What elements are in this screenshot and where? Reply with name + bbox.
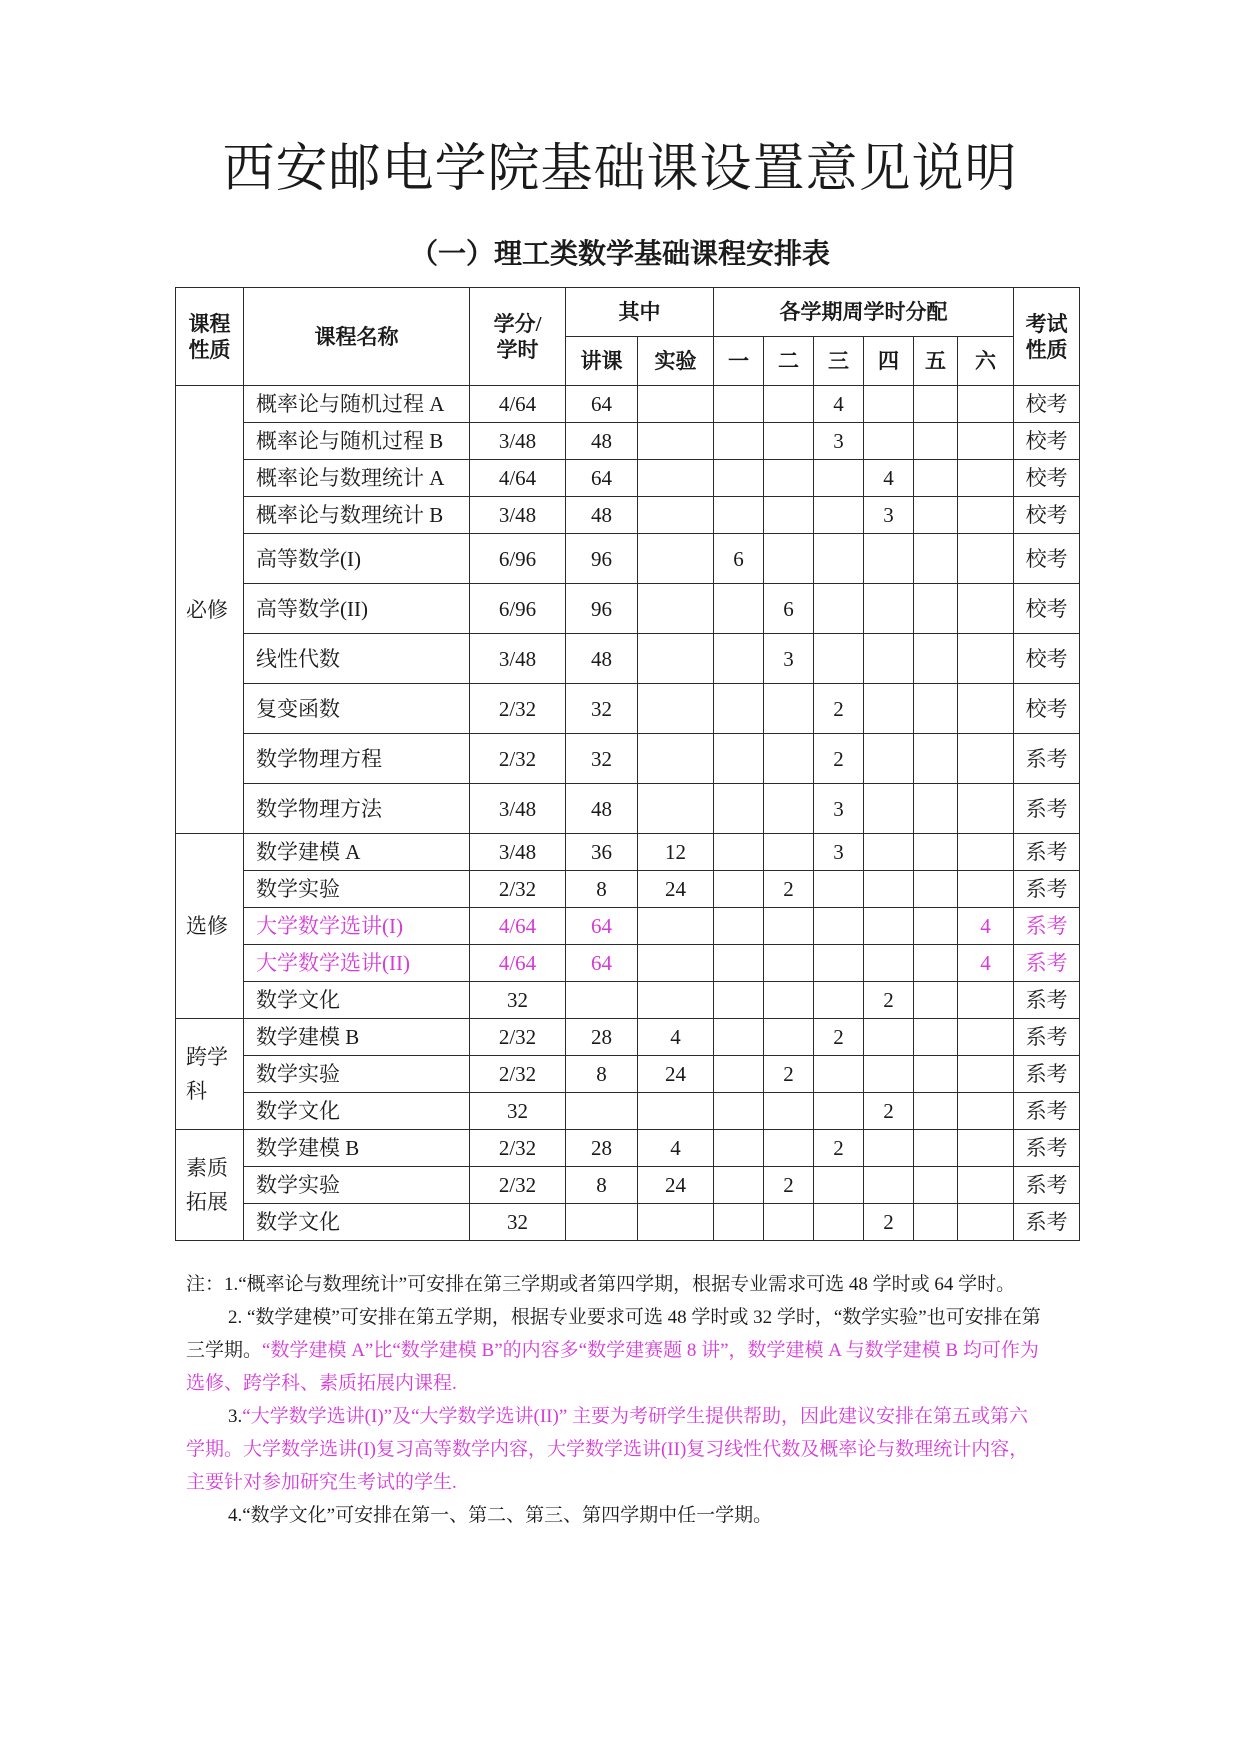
semester-2-hours-cell (764, 534, 814, 584)
credits-cell: 2/32 (470, 1019, 566, 1056)
semester-3-hours-cell (814, 497, 864, 534)
category-label-line: 拓展 (186, 1190, 228, 1214)
exam-type-cell: 校考 (1014, 684, 1080, 734)
lab-hours-cell (638, 460, 714, 497)
header-semester-5: 五 (914, 337, 958, 386)
semester-5-hours-cell (914, 460, 958, 497)
table-row (176, 908, 1080, 945)
semester-4-hours-cell (864, 1167, 914, 1204)
semester-5-hours-cell (914, 634, 958, 684)
lab-hours-cell (638, 534, 714, 584)
credits-cell: 3/48 (470, 634, 566, 684)
semester-5-hours-cell (914, 945, 958, 982)
header-semester-2: 二 (764, 337, 814, 386)
semester-6-hours-cell (958, 1019, 1014, 1056)
course-name-cell: 数学物理方程 (244, 734, 470, 784)
semester-6-hours-cell (958, 460, 1014, 497)
semester-1-hours-cell (714, 634, 764, 684)
note-text-segment: 2. “数学建模”可安排在第五学期，根据专业要求可选 48 学时或 32 学时，“数学实验”也可安排在第三学期。 (186, 1307, 1041, 1361)
semester-1-hours-cell (714, 871, 764, 908)
category-label-line: 选修 (186, 914, 228, 938)
note-item-2 (186, 1301, 1046, 1400)
credits-cell: 3/48 (470, 423, 566, 460)
table-body (176, 386, 1080, 1241)
note-text-segment: 4.“数学文化”可安排在第一、第二、第三、第四学期中任一学期。 (228, 1505, 773, 1526)
lecture-hours-cell: 48 (566, 634, 638, 684)
note-item-4 (186, 1499, 1046, 1532)
semester-1-hours-cell (714, 584, 764, 634)
header-course-name: 课程名称 (244, 288, 470, 386)
semester-2-hours-cell (764, 1204, 814, 1241)
header-category (176, 288, 244, 386)
table-row (176, 1204, 1080, 1241)
semester-3-hours-cell (814, 460, 864, 497)
semester-4-hours-cell (864, 1130, 914, 1167)
semester-3-hours-cell (814, 871, 864, 908)
exam-type-cell: 系考 (1014, 1167, 1080, 1204)
semester-1-hours-cell (714, 1130, 764, 1167)
semester-6-hours-cell (958, 784, 1014, 834)
lab-hours-cell (638, 1204, 714, 1241)
semester-3-hours-cell: 2 (814, 1130, 864, 1167)
semester-4-hours-cell (864, 908, 914, 945)
semester-1-hours-cell (714, 1093, 764, 1130)
semester-4-hours-cell (864, 784, 914, 834)
exam-type-cell: 校考 (1014, 634, 1080, 684)
table-row (176, 945, 1080, 982)
lab-hours-cell (638, 386, 714, 423)
lecture-hours-cell: 8 (566, 871, 638, 908)
semester-5-hours-cell (914, 497, 958, 534)
semester-4-hours-cell (864, 386, 914, 423)
credits-cell: 2/32 (470, 871, 566, 908)
course-name-cell: 数学实验 (244, 1056, 470, 1093)
semester-1-hours-cell (714, 834, 764, 871)
course-name-cell: 数学建模 A (244, 834, 470, 871)
semester-6-hours-cell (958, 386, 1014, 423)
semester-6-hours-cell (958, 684, 1014, 734)
header-semester-1: 一 (714, 337, 764, 386)
lab-hours-cell (638, 423, 714, 460)
semester-3-hours-cell: 2 (814, 1019, 864, 1056)
note-item-3 (186, 1400, 1046, 1499)
lecture-hours-cell: 48 (566, 423, 638, 460)
semester-2-hours-cell (764, 834, 814, 871)
semester-2-hours-cell (764, 982, 814, 1019)
table-row (176, 534, 1080, 584)
semester-1-hours-cell (714, 1167, 764, 1204)
lab-hours-cell (638, 945, 714, 982)
table-row (176, 460, 1080, 497)
semester-2-hours-cell (764, 460, 814, 497)
lecture-hours-cell: 48 (566, 784, 638, 834)
semester-6-hours-cell: 4 (958, 945, 1014, 982)
credits-cell: 4/64 (470, 386, 566, 423)
table-row (176, 871, 1080, 908)
table-header (176, 288, 1080, 386)
category-cell (176, 1130, 244, 1241)
course-name-cell: 概率论与数理统计 A (244, 460, 470, 497)
semester-3-hours-cell: 3 (814, 834, 864, 871)
semester-4-hours-cell (864, 834, 914, 871)
header-exam-line2: 性质 (1025, 337, 1068, 362)
table-row (176, 734, 1080, 784)
course-name-cell: 数学建模 B (244, 1130, 470, 1167)
semester-2-hours-cell (764, 497, 814, 534)
header-semester-3: 三 (814, 337, 864, 386)
lab-hours-cell (638, 734, 714, 784)
header-credits-line1: 学分/ (493, 311, 542, 336)
exam-type-cell: 系考 (1014, 1204, 1080, 1241)
header-exam-type (1014, 288, 1080, 386)
semester-6-hours-cell (958, 734, 1014, 784)
semester-3-hours-cell (814, 634, 864, 684)
semester-3-hours-cell (814, 945, 864, 982)
lecture-hours-cell: 8 (566, 1167, 638, 1204)
course-name-cell: 数学文化 (244, 1204, 470, 1241)
header-lab: 实验 (638, 337, 714, 386)
semester-4-hours-cell (864, 684, 914, 734)
credits-cell: 2/32 (470, 1130, 566, 1167)
credits-cell: 2/32 (470, 1056, 566, 1093)
semester-3-hours-cell (814, 1167, 864, 1204)
category-label-line: 必修 (186, 597, 228, 622)
header-of-which: 其中 (566, 288, 714, 337)
exam-type-cell: 校考 (1014, 460, 1080, 497)
semester-3-hours-cell (814, 1093, 864, 1130)
header-category-line2: 性质 (188, 337, 231, 362)
semester-5-hours-cell (914, 684, 958, 734)
semester-2-hours-cell: 3 (764, 634, 814, 684)
header-credits-line2: 学时 (496, 337, 539, 362)
semester-4-hours-cell (864, 734, 914, 784)
semester-6-hours-cell (958, 584, 1014, 634)
lab-hours-cell (638, 497, 714, 534)
semester-3-hours-cell: 3 (814, 784, 864, 834)
note-text-segment: “大学数学选讲(I)”及“大学数学选讲(II)” 主要为考研学生提供帮助，因此建议安排在第五或第六学期。大学数学选讲(I)复习高等数学内容，大学数学选讲(II)复习线性代数及概率论与数理统计内容，主要针对参加研究生考试的学生. (186, 1406, 1029, 1493)
semester-5-hours-cell (914, 1093, 958, 1130)
semester-6-hours-cell (958, 834, 1014, 871)
table-row (176, 684, 1080, 734)
semester-5-hours-cell (914, 386, 958, 423)
semester-5-hours-cell (914, 834, 958, 871)
lecture-hours-cell (566, 1204, 638, 1241)
semester-2-hours-cell (764, 784, 814, 834)
course-name-cell: 数学文化 (244, 982, 470, 1019)
table-row (176, 834, 1080, 871)
lab-hours-cell (638, 784, 714, 834)
exam-type-cell: 校考 (1014, 423, 1080, 460)
course-name-cell: 高等数学(II) (244, 584, 470, 634)
course-name-cell: 高等数学(I) (244, 534, 470, 584)
semester-2-hours-cell (764, 1019, 814, 1056)
course-name-cell: 数学建模 B (244, 1019, 470, 1056)
semester-3-hours-cell (814, 534, 864, 584)
header-semester-6: 六 (958, 337, 1014, 386)
semester-3-hours-cell (814, 1056, 864, 1093)
semester-5-hours-cell (914, 871, 958, 908)
table-row (176, 386, 1080, 423)
lab-hours-cell (638, 584, 714, 634)
lab-hours-cell: 24 (638, 1056, 714, 1093)
semester-2-hours-cell (764, 908, 814, 945)
credits-cell: 2/32 (470, 1167, 566, 1204)
semester-2-hours-cell (764, 945, 814, 982)
exam-type-cell: 系考 (1014, 945, 1080, 982)
semester-4-hours-cell: 2 (864, 982, 914, 1019)
semester-5-hours-cell (914, 908, 958, 945)
header-lecture: 讲课 (566, 337, 638, 386)
table-row (176, 1019, 1080, 1056)
course-name-cell: 数学实验 (244, 871, 470, 908)
lab-hours-cell: 12 (638, 834, 714, 871)
credits-cell: 3/48 (470, 834, 566, 871)
course-name-cell: 概率论与随机过程 A (244, 386, 470, 423)
semester-2-hours-cell: 2 (764, 1056, 814, 1093)
table-row (176, 1056, 1080, 1093)
semester-3-hours-cell: 4 (814, 386, 864, 423)
category-label-line: 跨学 (186, 1045, 228, 1069)
lecture-hours-cell: 64 (566, 386, 638, 423)
lab-hours-cell: 4 (638, 1130, 714, 1167)
semester-5-hours-cell (914, 784, 958, 834)
semester-4-hours-cell (864, 423, 914, 460)
header-semester-distribution: 各学期周学时分配 (714, 288, 1014, 337)
semester-1-hours-cell (714, 497, 764, 534)
semester-5-hours-cell (914, 1019, 958, 1056)
lab-hours-cell (638, 982, 714, 1019)
table-row (176, 784, 1080, 834)
course-name-cell: 概率论与数理统计 B (244, 497, 470, 534)
credits-cell: 4/64 (470, 945, 566, 982)
semester-1-hours-cell (714, 386, 764, 423)
credits-cell: 4/64 (470, 460, 566, 497)
course-schedule-table (175, 287, 1080, 1241)
semester-1-hours-cell (714, 423, 764, 460)
semester-1-hours-cell (714, 784, 764, 834)
semester-2-hours-cell (764, 734, 814, 784)
course-name-cell: 复变函数 (244, 684, 470, 734)
table-row (176, 497, 1080, 534)
semester-4-hours-cell (864, 584, 914, 634)
exam-type-cell: 系考 (1014, 1093, 1080, 1130)
lecture-hours-cell: 64 (566, 908, 638, 945)
header-category-line1: 课程 (188, 311, 231, 336)
semester-1-hours-cell (714, 1056, 764, 1093)
credits-cell: 3/48 (470, 784, 566, 834)
semester-4-hours-cell: 4 (864, 460, 914, 497)
semester-5-hours-cell (914, 1167, 958, 1204)
semester-3-hours-cell: 3 (814, 423, 864, 460)
header-credits (470, 288, 566, 386)
credits-cell: 4/64 (470, 908, 566, 945)
semester-4-hours-cell (864, 1019, 914, 1056)
semester-2-hours-cell: 6 (764, 584, 814, 634)
category-cell (176, 386, 244, 834)
lecture-hours-cell: 64 (566, 945, 638, 982)
semester-1-hours-cell (714, 945, 764, 982)
semester-4-hours-cell (864, 1056, 914, 1093)
lab-hours-cell (638, 1093, 714, 1130)
credits-cell: 32 (470, 982, 566, 1019)
semester-3-hours-cell (814, 584, 864, 634)
category-label-line: 素质 (186, 1156, 228, 1180)
exam-type-cell: 校考 (1014, 584, 1080, 634)
semester-1-hours-cell (714, 684, 764, 734)
table-row (176, 1093, 1080, 1130)
semester-4-hours-cell: 3 (864, 497, 914, 534)
semester-6-hours-cell (958, 871, 1014, 908)
semester-1-hours-cell (714, 1204, 764, 1241)
semester-5-hours-cell (914, 534, 958, 584)
exam-type-cell: 系考 (1014, 834, 1080, 871)
lecture-hours-cell: 8 (566, 1056, 638, 1093)
lab-hours-cell: 4 (638, 1019, 714, 1056)
semester-5-hours-cell (914, 584, 958, 634)
header-semester-4: 四 (864, 337, 914, 386)
lecture-hours-cell: 64 (566, 460, 638, 497)
semester-4-hours-cell (864, 871, 914, 908)
lecture-hours-cell: 28 (566, 1130, 638, 1167)
semester-4-hours-cell (864, 634, 914, 684)
semester-6-hours-cell: 4 (958, 908, 1014, 945)
semester-1-hours-cell (714, 1019, 764, 1056)
category-cell (176, 834, 244, 1019)
credits-cell: 2/32 (470, 734, 566, 784)
course-name-cell: 数学文化 (244, 1093, 470, 1130)
exam-type-cell: 校考 (1014, 534, 1080, 584)
semester-1-hours-cell (714, 908, 764, 945)
semester-2-hours-cell: 2 (764, 1167, 814, 1204)
exam-type-cell: 系考 (1014, 1056, 1080, 1093)
note-item-1 (186, 1268, 1046, 1301)
lecture-hours-cell: 28 (566, 1019, 638, 1056)
semester-6-hours-cell (958, 1167, 1014, 1204)
semester-6-hours-cell (958, 982, 1014, 1019)
semester-4-hours-cell: 2 (864, 1204, 914, 1241)
table-row (176, 982, 1080, 1019)
semester-1-hours-cell (714, 982, 764, 1019)
semester-2-hours-cell: 2 (764, 871, 814, 908)
note-text-segment: “数学建模 A”比“数学建模 B”的内容多“数学建赛题 8 讲”，数学建模 A 与数学建模 B 均可作为选修、跨学科、素质拓展内课程. (186, 1340, 1039, 1394)
semester-6-hours-cell (958, 634, 1014, 684)
exam-type-cell: 系考 (1014, 871, 1080, 908)
lecture-hours-cell (566, 982, 638, 1019)
category-cell (176, 1019, 244, 1130)
credits-cell: 32 (470, 1093, 566, 1130)
exam-type-cell: 系考 (1014, 1130, 1080, 1167)
lab-hours-cell (638, 684, 714, 734)
category-label-line: 科 (186, 1079, 207, 1103)
lecture-hours-cell: 48 (566, 497, 638, 534)
lecture-hours-cell (566, 1093, 638, 1130)
semester-3-hours-cell (814, 982, 864, 1019)
exam-type-cell: 系考 (1014, 784, 1080, 834)
page-title: 西安邮电学院基础课设置意见说明 (222, 141, 1018, 198)
exam-type-cell: 校考 (1014, 386, 1080, 423)
semester-2-hours-cell (764, 386, 814, 423)
semester-2-hours-cell (764, 1130, 814, 1167)
exam-type-cell: 校考 (1014, 497, 1080, 534)
notes-section (186, 1268, 1046, 1532)
lecture-hours-cell: 32 (566, 684, 638, 734)
semester-5-hours-cell (914, 734, 958, 784)
semester-6-hours-cell (958, 1056, 1014, 1093)
semester-5-hours-cell (914, 1056, 958, 1093)
semester-6-hours-cell (958, 1093, 1014, 1130)
semester-2-hours-cell (764, 684, 814, 734)
semester-3-hours-cell (814, 1204, 864, 1241)
semester-1-hours-cell: 6 (714, 534, 764, 584)
course-name-cell: 大学数学选讲(II) (244, 945, 470, 982)
lecture-hours-cell: 96 (566, 534, 638, 584)
exam-type-cell: 系考 (1014, 982, 1080, 1019)
exam-type-cell: 系考 (1014, 1019, 1080, 1056)
semester-2-hours-cell (764, 1093, 814, 1130)
semester-6-hours-cell (958, 534, 1014, 584)
semester-5-hours-cell (914, 1130, 958, 1167)
semester-6-hours-cell (958, 497, 1014, 534)
credits-cell: 6/96 (470, 534, 566, 584)
semester-1-hours-cell (714, 734, 764, 784)
course-name-cell: 数学实验 (244, 1167, 470, 1204)
course-name-cell: 大学数学选讲(I) (244, 908, 470, 945)
lecture-hours-cell: 32 (566, 734, 638, 784)
credits-cell: 6/96 (470, 584, 566, 634)
semester-3-hours-cell: 2 (814, 734, 864, 784)
credits-cell: 3/48 (470, 497, 566, 534)
semester-4-hours-cell (864, 945, 914, 982)
semester-4-hours-cell: 2 (864, 1093, 914, 1130)
exam-type-cell: 系考 (1014, 908, 1080, 945)
lecture-hours-cell: 96 (566, 584, 638, 634)
course-name-cell: 线性代数 (244, 634, 470, 684)
lab-hours-cell: 24 (638, 871, 714, 908)
table-row (176, 423, 1080, 460)
semester-3-hours-cell (814, 908, 864, 945)
semester-4-hours-cell (864, 534, 914, 584)
exam-type-cell: 系考 (1014, 734, 1080, 784)
semester-6-hours-cell (958, 423, 1014, 460)
header-exam-line1: 考试 (1025, 311, 1068, 336)
table-row (176, 634, 1080, 684)
lab-hours-cell (638, 634, 714, 684)
lab-hours-cell (638, 908, 714, 945)
table-row (176, 584, 1080, 634)
semester-6-hours-cell (958, 1130, 1014, 1167)
credits-cell: 2/32 (470, 684, 566, 734)
page-subtitle: （一）理工类数学基础课程安排表 (409, 239, 830, 270)
semester-5-hours-cell (914, 423, 958, 460)
course-name-cell: 数学物理方法 (244, 784, 470, 834)
semester-1-hours-cell (714, 460, 764, 497)
note-text-segment: 3. (228, 1406, 243, 1427)
lecture-hours-cell: 36 (566, 834, 638, 871)
semester-6-hours-cell (958, 1204, 1014, 1241)
table-row (176, 1130, 1080, 1167)
semester-2-hours-cell (764, 423, 814, 460)
lab-hours-cell: 24 (638, 1167, 714, 1204)
credits-cell: 32 (470, 1204, 566, 1241)
table-row (176, 1167, 1080, 1204)
semester-5-hours-cell (914, 1204, 958, 1241)
course-name-cell: 概率论与随机过程 B (244, 423, 470, 460)
note-text-segment: 注：1.“概率论与数理统计”可安排在第三学期或者第四学期，根据专业需求可选 48 学时或 64 学时。 (186, 1274, 1016, 1295)
semester-5-hours-cell (914, 982, 958, 1019)
semester-3-hours-cell: 2 (814, 684, 864, 734)
